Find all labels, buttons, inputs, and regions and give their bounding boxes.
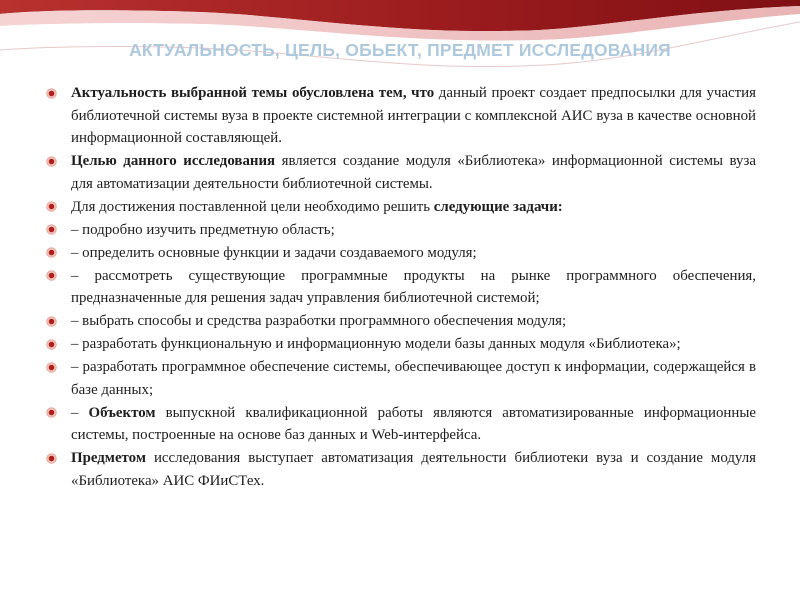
bullet-flower-icon [46,270,57,281]
bullet-flower-icon [46,88,57,99]
list-item [44,447,756,492]
bullet-flower-icon [46,201,57,212]
list-item [44,356,756,401]
slide-title: АКТУАЛЬНОСТЬ, ЦЕЛЬ, ОБЬЕКТ, ПРЕДМЕТ ИССЛЕДОВАНИЯ [129,40,671,60]
item-text: – подробно изучить предметную область; [71,221,335,238]
item-bold-text: Предметом [71,450,146,466]
list-item [44,150,756,195]
bullet-flower-icon [46,362,57,373]
bullet-flower-icon [46,407,57,418]
bullet-flower-icon [46,247,57,258]
item-bold-text: следующие задачи: [433,198,563,215]
list-item [44,82,756,150]
item-text: – определить основные функции и задачи создаваемого модуля; [71,244,477,261]
list-item [44,196,756,219]
bullet-flower-icon [46,224,57,235]
bullet-flower-icon [46,453,57,464]
list-item [44,219,756,242]
bullet-flower-icon [46,339,57,350]
item-text: – разработать программное обеспечение системы, обеспечивающее доступ к информации, содержащейся в базе данных; [71,359,756,398]
item-text: – рассмотреть существующие программные продукты на рынке программного обеспечения, предназначенные для решения задач управления библиотечной системой; [71,267,756,306]
item-bold-text: Целью данного исследования [71,153,276,169]
list-item [44,402,756,447]
item-text: Для достижения поставленной цели необходимо решить [71,198,434,215]
item-text: – разработать функциональную и информационную модели базы данных модуля «Библиотека»; [71,336,681,352]
list-item [44,242,756,265]
bullet-flower-icon [46,156,57,167]
list-item [44,333,756,356]
list-item [44,265,756,310]
item-text: исследования выступает автоматизация деятельности библиотеки вуза и создание модуля «Библиотека» АИС ФИиСТех. [71,450,756,489]
list-item [44,310,756,333]
item-text: является создание модуля «Библиотека» информационной системы вуза для автоматизации деятельности библиотечной системы. [71,153,756,192]
item-text: выпускной квалификационной работы являются автоматизированные информационные системы, построенные на основе баз данных и Web-интерфейса. [71,404,756,443]
item-bold-text: Актуальность выбранной темы обусловлена тем, что [71,85,435,101]
item-text: – выбрать способы и средства разработки программного обеспечения модуля; [71,313,567,329]
item-bold-text: Объектом [88,404,156,421]
item-text: данный проект создает предпосылки для участия библиотечной системы вуза в проекте системной интеграции с комплексной АИС вуза в качестве основной информационной составляющей. [71,85,756,146]
item-text: – [71,404,89,421]
bullet-list [44,82,756,493]
bullet-flower-icon [46,316,57,327]
